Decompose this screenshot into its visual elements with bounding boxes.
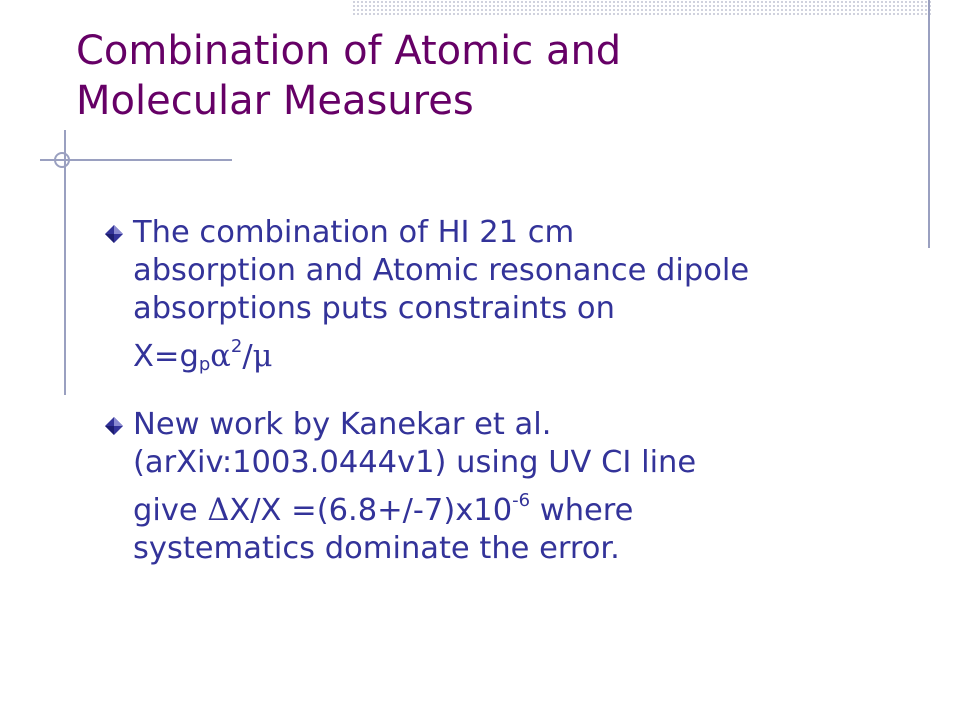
formula-superscript: 2 (230, 336, 243, 357)
delta-symbol: Δ (207, 493, 230, 528)
line-3-expression: X/X =(6.8+/-7)x10 (229, 493, 513, 528)
bullet-item-2 (104, 406, 894, 568)
rule-junction-circle (54, 152, 70, 168)
title-line-1: Combination of Atomic and (76, 28, 622, 74)
formula-subscript: p (198, 354, 211, 375)
left-vertical-rule (64, 130, 66, 395)
bullet-list (104, 214, 894, 590)
bullet-1-line-3: absorptions puts constraints on (133, 291, 615, 326)
exponent-superscript: -6 (512, 490, 531, 511)
line-3-prefix: give (133, 493, 208, 528)
bullet-1-line-2: absorption and Atomic resonance dipole (133, 253, 750, 288)
dotted-band-top (352, 0, 932, 16)
title-line-2: Molecular Measures (76, 78, 474, 124)
bullet-2-line-2: (arXiv:1003.0444v1) using UV CI line (133, 445, 697, 480)
formula-prefix: X=g (133, 339, 199, 374)
bullet-2-line-1: New work by Kanekar et al. (133, 407, 552, 442)
bullet-item-1 (104, 214, 894, 384)
mu-symbol: μ (252, 339, 273, 374)
diamond-bullet-icon (104, 416, 124, 436)
diamond-bullet-icon (104, 224, 124, 244)
right-vertical-rule (928, 0, 930, 248)
line-3-suffix: where (530, 493, 634, 528)
bullet-2-line-4: systematics dominate the error. (133, 531, 620, 566)
alpha-symbol: α (210, 339, 231, 374)
bullet-2-line-3 (133, 482, 894, 530)
bullet-1-formula (133, 328, 894, 384)
formula-slash: / (242, 339, 253, 374)
slide-title (76, 26, 816, 126)
bullet-1-line-1: The combination of HI 21 cm (133, 215, 575, 250)
